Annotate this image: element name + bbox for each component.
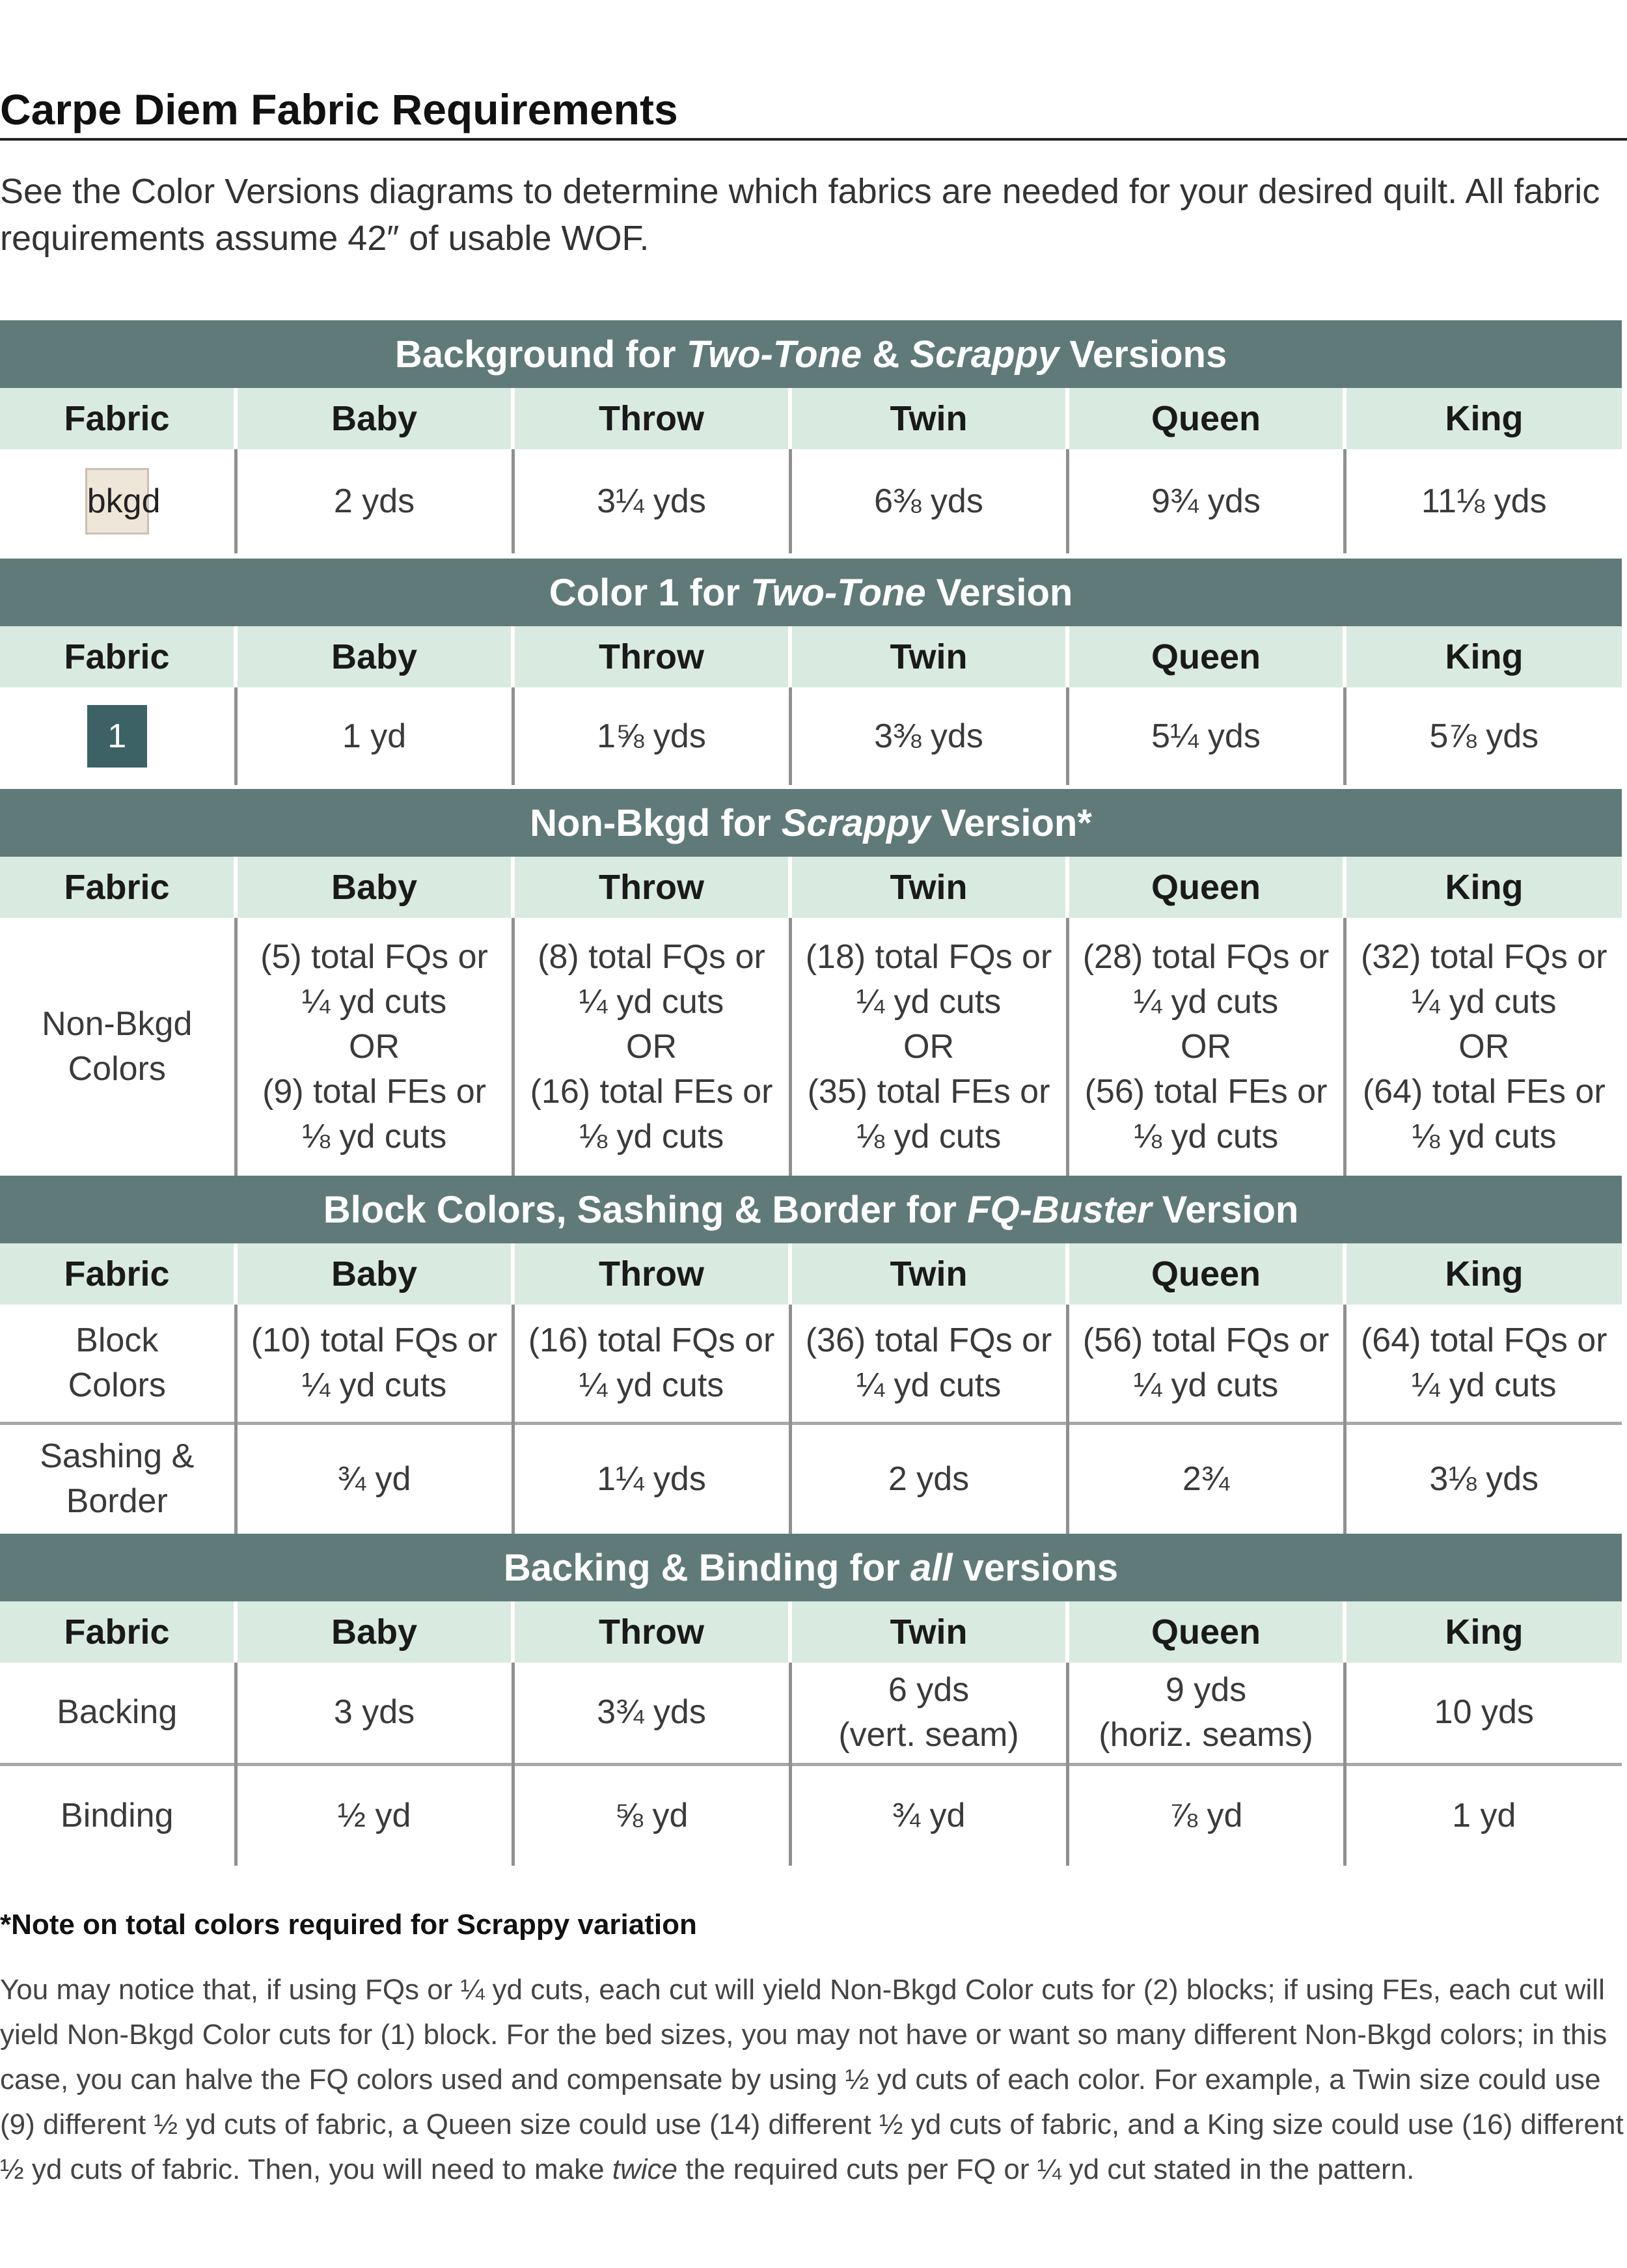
value-cell: 11⅛ yds (1345, 449, 1622, 553)
fabric-cell: Block Colors (68, 1321, 166, 1404)
column-header: Twin (790, 857, 1067, 918)
color1-swatch: 1 (87, 705, 147, 768)
fabric-cell: Backing (57, 1693, 178, 1732)
column-header: Baby (236, 1601, 513, 1663)
column-header: Fabric (0, 626, 236, 687)
value-cell: (5) total FQs or ¼ yd cuts OR (9) total FEs or ⅛ yd cuts (236, 918, 513, 1176)
fabric-cell: Sashing & Border (0, 1423, 236, 1534)
title-divider (0, 138, 1627, 141)
section-heading: Color 1 for Two-Tone Version (0, 559, 1622, 626)
fabric-cell: Binding (0, 1764, 236, 1866)
page-title: Carpe Diem Fabric Requirements (0, 85, 678, 133)
table-row (0, 1764, 1622, 1866)
value-cell: ¾ yd (236, 1423, 513, 1534)
section-heading: Backing & Binding for all versions (0, 1534, 1622, 1601)
value-cell: 3⅜ yds (790, 687, 1067, 785)
column-header: Fabric (0, 857, 236, 918)
fqbuster-table (0, 1176, 1622, 1534)
value-cell: 1⅝ yds (513, 687, 790, 785)
column-header: King (1345, 388, 1622, 449)
column-header-row (0, 1601, 1622, 1663)
value-cell: 1¼ yds (513, 1423, 790, 1534)
column-header: Throw (513, 626, 790, 687)
fabric-cell: Non-Bkgd Colors (42, 1005, 193, 1088)
column-header: King (1345, 1601, 1622, 1663)
value-cell: ⅝ yd (513, 1764, 790, 1866)
value-cell: (32) total FQs or ¼ yd cuts OR (64) total FEs or ⅛ yd cuts (1345, 918, 1622, 1176)
nonbkgd-table (0, 789, 1622, 1176)
section-heading: Block Colors, Sashing & Border for FQ-Buster Version (0, 1176, 1622, 1243)
value-cell: (18) total FQs or ¼ yd cuts OR (35) total FEs or ⅛ yd cuts (790, 918, 1067, 1176)
value-cell: (56) total FQs or ¼ yd cuts (1067, 1305, 1345, 1423)
column-header: Queen (1067, 1243, 1345, 1305)
column-header: King (1345, 857, 1622, 918)
value-cell: 6 yds (vert. seam) (790, 1663, 1067, 1764)
value-cell: 10 yds (1345, 1663, 1622, 1764)
value-cell: 2 yds (790, 1423, 1067, 1534)
column-header: Fabric (0, 388, 236, 449)
column-header: Twin (790, 1243, 1067, 1305)
backing-table (0, 1534, 1622, 1866)
table-row (0, 449, 1622, 553)
column-header: Queen (1067, 388, 1345, 449)
column-header: King (1345, 1243, 1622, 1305)
note-title: *Note on total colors required for Scrappy variation (0, 1909, 697, 1941)
value-cell: 6⅜ yds (790, 449, 1067, 553)
value-cell: ⅞ yd (1067, 1764, 1345, 1866)
column-header: Throw (513, 1601, 790, 1663)
intro-text: See the Color Versions diagrams to determine which fabrics are needed for your desired quilt. All fabric requirements assume 42″ of usable WOF. (0, 172, 1600, 258)
column-header-row (0, 857, 1622, 918)
value-cell: 3¾ yds (513, 1663, 790, 1764)
table-row (0, 687, 1622, 785)
column-header: Baby (236, 388, 513, 449)
value-cell: ¾ yd (790, 1764, 1067, 1866)
column-header: Queen (1067, 1601, 1345, 1663)
column-header: Twin (790, 388, 1067, 449)
table-row (0, 1423, 1622, 1534)
value-cell: 1 yd (1345, 1764, 1622, 1866)
column-header: Fabric (0, 1243, 236, 1305)
value-cell: 3⅛ yds (1345, 1423, 1622, 1534)
column-header: Queen (1067, 857, 1345, 918)
column-header-row (0, 388, 1622, 449)
value-cell: (10) total FQs or ¼ yd cuts (236, 1305, 513, 1423)
column-header-row (0, 626, 1622, 687)
column-header-row (0, 1243, 1622, 1305)
table-row (0, 918, 1622, 1176)
column-header: Queen (1067, 626, 1345, 687)
column-header: King (1345, 626, 1622, 687)
value-cell: 5⅞ yds (1345, 687, 1622, 785)
column-header: Twin (790, 626, 1067, 687)
column-header: Fabric (0, 1601, 236, 1663)
column-header: Baby (236, 857, 513, 918)
value-cell: 9¾ yds (1067, 449, 1345, 553)
value-cell: (36) total FQs or ¼ yd cuts (790, 1305, 1067, 1423)
value-cell: 3 yds (236, 1663, 513, 1764)
value-cell: (64) total FQs or ¼ yd cuts (1345, 1305, 1622, 1423)
column-header: Throw (513, 1243, 790, 1305)
value-cell: 1 yd (236, 687, 513, 785)
column-header: Throw (513, 388, 790, 449)
color1-table (0, 559, 1622, 785)
value-cell: (28) total FQs or ¼ yd cuts OR (56) total FEs or ⅛ yd cuts (1067, 918, 1345, 1176)
value-cell: (8) total FQs or ¼ yd cuts OR (16) total FEs or ⅛ yd cuts (513, 918, 790, 1176)
column-header: Twin (790, 1601, 1067, 1663)
value-cell: (16) total FQs or ¼ yd cuts (513, 1305, 790, 1423)
value-cell: 3¼ yds (513, 449, 790, 553)
bkgd-swatch: bkgd (85, 468, 149, 534)
section-heading: Non-Bkgd for Scrappy Version* (0, 789, 1622, 857)
value-cell: 2 yds (236, 449, 513, 553)
table-row (0, 1305, 1622, 1423)
table-row (0, 1663, 1622, 1764)
column-header: Baby (236, 1243, 513, 1305)
fabric-cell (0, 449, 236, 553)
fabric-cell (0, 687, 236, 785)
value-cell: 9 yds (horiz. seams) (1067, 1663, 1345, 1764)
note-body: You may notice that, if using FQs or ¼ yd cuts, each cut will yield Non-Bkgd Color cuts for (2) blocks; if using FEs, each cut will yield Non-Bkgd Color cuts for (1) block. For the bed sizes, you may not have or want so many different Non-Bkgd colors; in this case, you can halve the FQ colors used and compensate by using ½ yd cuts of each color. For example, a Twin size could use (9) different ½ yd cuts of fabric, a Queen size could use (14) different ½ yd cuts of fabric, and a King size could use (16) different ½ yd cuts of fabric. Then, you will need to make twice the required cuts per FQ or ¼ yd cut stated in the pattern. (0, 1974, 1624, 2185)
background-table (0, 320, 1622, 553)
value-cell: ½ yd (236, 1764, 513, 1866)
column-header: Baby (236, 626, 513, 687)
section-heading: Background for Two-Tone & Scrappy Versions (0, 320, 1622, 388)
value-cell: 2¾ (1067, 1423, 1345, 1534)
value-cell: 5¼ yds (1067, 687, 1345, 785)
column-header: Throw (513, 857, 790, 918)
